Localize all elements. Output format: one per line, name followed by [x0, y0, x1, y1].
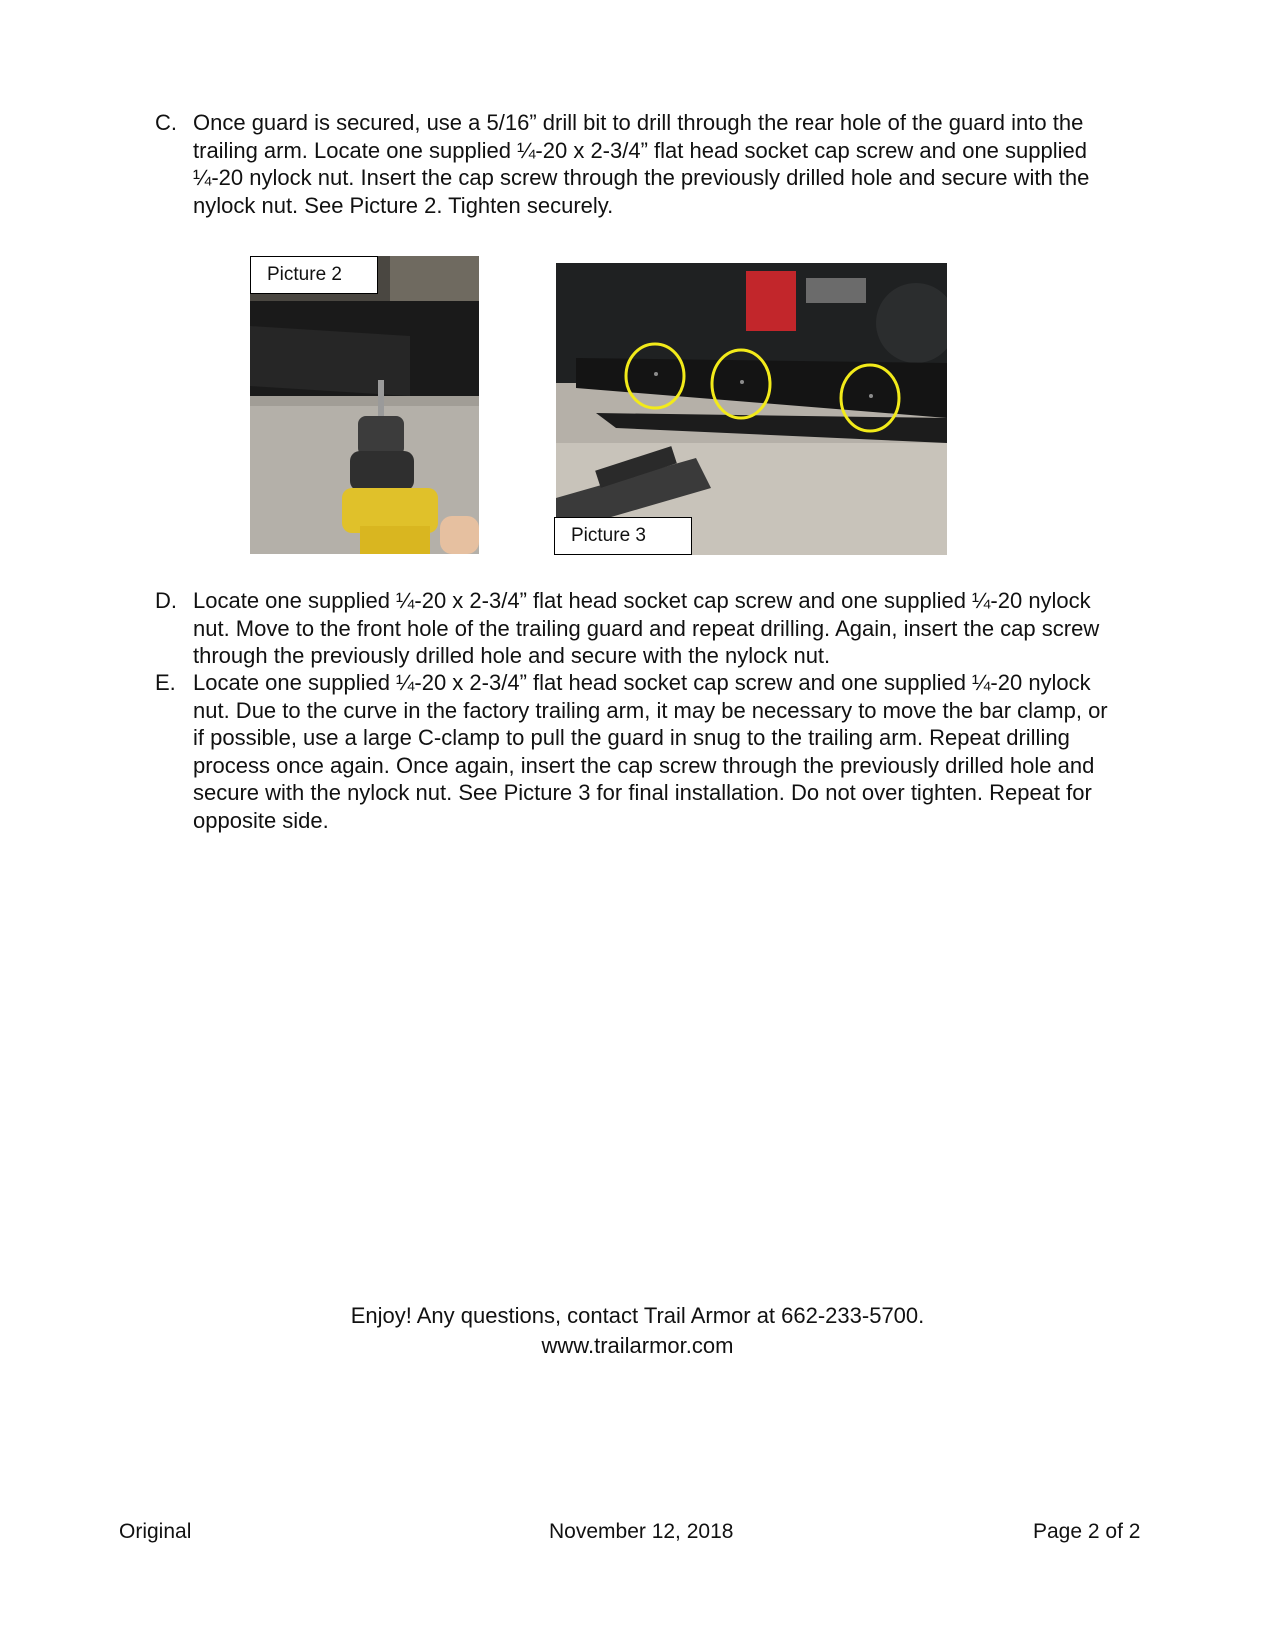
footer-version: Original [119, 1520, 192, 1543]
step-e [155, 669, 1115, 834]
step-text: Locate one supplied ¼-20 x 2-3/4” flat head socket cap screw and one supplied ¼-20 nylock nut. Move to the front hole of the trailing guard and repeat drilling. Again, insert the cap screw through the previously drilled hole and secure with the nylock nut. [193, 588, 1100, 668]
drill-photo-illustration [250, 256, 479, 554]
step-letter: D. [155, 588, 177, 613]
picture-3-caption: Picture 3 [554, 517, 692, 555]
installed-guard-photo-illustration [556, 263, 947, 555]
step-letter: C. [155, 110, 177, 135]
step-letter: E. [155, 670, 176, 695]
step-text: Locate one supplied ¼-20 x 2-3/4” flat head socket cap screw and one supplied ¼-20 nylock nut. Due to the curve in the factory trailing arm, it may be necessary to move the bar clamp, or if possible, use a large C-clamp to pull the guard in snug to the trailing arm. Repeat drilling process once again. Once again, insert the cap screw through the previously drilled hole and secure with the nylock nut. See Picture 3 for final installation. Do not over tighten. Repeat for opposite side. [193, 670, 1108, 833]
step-d [155, 587, 1115, 670]
step-text: Once guard is secured, use a 5/16” drill bit to drill through the rear hole of the guard into the trailing arm. Locate one supplied ¼-20 x 2-3/4” flat head socket cap screw and one supplied ¼-20 nylock nut. Insert the cap screw through the previously drilled hole and secure with the nylock nut. See Picture 2. Tighten securely. [193, 110, 1090, 218]
picture-3-photo [556, 263, 947, 555]
picture-2-caption: Picture 2 [250, 256, 378, 294]
footer-date: November 12, 2018 [549, 1520, 734, 1543]
footer-page-number: Page 2 of 2 [1033, 1520, 1141, 1543]
picture-2-photo [250, 256, 479, 554]
website-link[interactable]: www.trailarmor.com [541, 1333, 734, 1358]
contact-line: Enjoy! Any questions, contact Trail Armor at 662-233-5700. [350, 1303, 925, 1328]
step-c [155, 109, 1115, 219]
